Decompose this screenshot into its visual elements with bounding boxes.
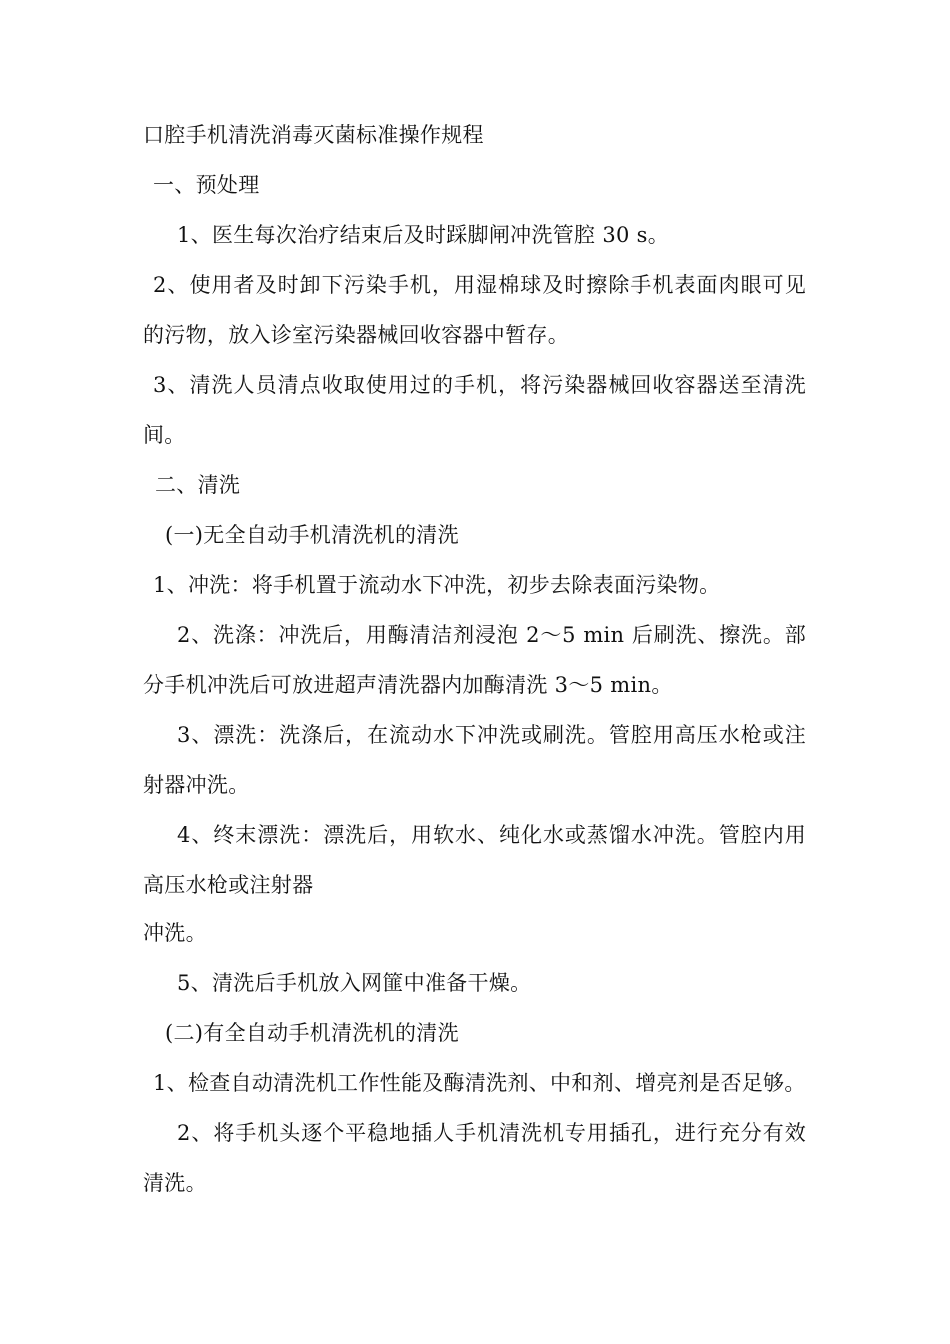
- section-heading: 一、预处理: [153, 173, 260, 197]
- paragraph-line: 清洗。: [143, 1171, 207, 1195]
- subsection-heading: (一)无全自动手机清洗机的清洗: [165, 523, 459, 547]
- paragraph-line: 1、冲洗：将手机置于流动水下冲洗，初步去除表面污染物。: [153, 573, 721, 597]
- subsection-heading: (二)有全自动手机清洗机的清洗: [165, 1021, 459, 1045]
- paragraph-line: 的污物，放入诊室污染器械回收容器中暂存。: [143, 323, 569, 347]
- paragraph-line: 2、使用者及时卸下污染手机，用湿棉球及时擦除手机表面肉眼可见: [153, 273, 806, 297]
- paragraph-line: 2、洗涤：冲洗后，用酶清洁剂浸泡 2～5 min 后刷洗、擦洗。部: [177, 623, 806, 647]
- paragraph-line: 1、医生每次治疗结束后及时踩脚闸冲洗管腔 30 s。: [177, 223, 670, 247]
- paragraph-line: 5、清洗后手机放入网篚中准备干燥。: [177, 971, 532, 995]
- paragraph-line: 分手机冲洗后可放进超声清洗器内加酶清洗 3～5 min。: [143, 673, 673, 697]
- paragraph-line: 高压水枪或注射器: [143, 873, 314, 897]
- paragraph-line: 4、终末漂洗：漂洗后，用软水、纯化水或蒸馏水冲洗。管腔内用: [177, 823, 806, 847]
- paragraph-line: 冲洗。: [143, 921, 207, 945]
- section-heading: 二、清洗: [155, 473, 241, 497]
- paragraph-line: 3、清洗人员清点收取使用过的手机，将污染器械回收容器送至清洗: [153, 373, 806, 397]
- paragraph-line: 2、将手机头逐个平稳地插人手机清洗机专用插孔，进行充分有效: [177, 1121, 806, 1145]
- paragraph-line: 射器冲洗。: [143, 773, 250, 797]
- paragraph-line: 间。: [143, 423, 186, 447]
- paragraph-line: 1、检查自动清洗机工作性能及酶清洗剂、中和剂、增亮剂是否足够。: [153, 1071, 806, 1095]
- document-title: 口腔手机清洗消毒灭菌标准操作规程: [143, 123, 484, 147]
- paragraph-line: 3、漂洗：洗涤后，在流动水下冲洗或刷洗。管腔用高压水枪或注: [177, 723, 806, 747]
